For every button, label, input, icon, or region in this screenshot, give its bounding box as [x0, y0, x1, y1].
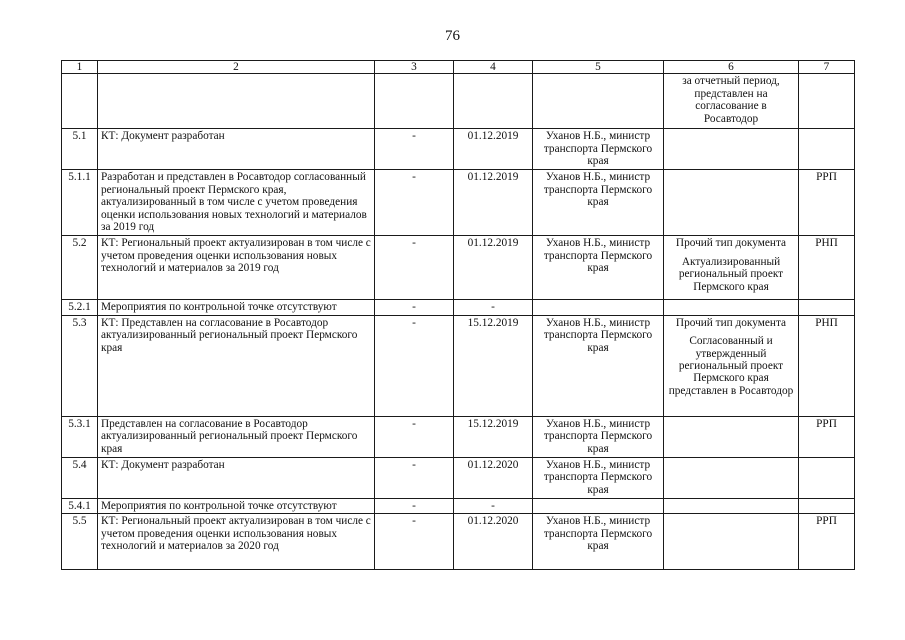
row-date: 01.12.2020 — [454, 514, 533, 570]
row-col3: - — [375, 416, 454, 457]
plan-table — [61, 60, 855, 570]
row-code — [799, 129, 855, 170]
table-row — [62, 74, 855, 129]
row-number: 5.3 — [62, 315, 98, 416]
row-number: 5.3.1 — [62, 416, 98, 457]
row-document — [664, 498, 799, 513]
row-text: Представлен на согласование в Росавтодор актуализированный региональный проект Пермского края — [98, 416, 375, 457]
doc-description: Согласованный и утвержденный региональный проект Пермского края представлен в Росавтодор — [668, 335, 794, 397]
row-text: Мероприятия по контрольной точке отсутствуют — [98, 498, 375, 513]
row-responsible: Уханов Н.Б., министр транспорта Пермского края — [533, 129, 664, 170]
row-code — [799, 457, 855, 498]
table-header-row — [62, 61, 855, 74]
row-col3: - — [375, 236, 454, 300]
row-document — [664, 315, 799, 416]
table-row — [62, 315, 855, 416]
row-date: - — [454, 300, 533, 315]
row-responsible — [533, 300, 664, 315]
row-code: РНП — [799, 236, 855, 300]
row-date: 15.12.2019 — [454, 315, 533, 416]
row-code: РРП — [799, 170, 855, 236]
header-cell: 1 — [62, 61, 98, 74]
row-text: КТ: Документ разработан — [98, 457, 375, 498]
row-col3: - — [375, 129, 454, 170]
row-date — [454, 74, 533, 129]
row-col3: - — [375, 315, 454, 416]
row-code — [799, 498, 855, 513]
row-date: - — [454, 498, 533, 513]
page-number: 76 — [445, 28, 460, 44]
row-text: Мероприятия по контрольной точке отсутствуют — [98, 300, 375, 315]
table-row — [62, 498, 855, 513]
row-responsible — [533, 74, 664, 129]
row-code — [799, 300, 855, 315]
row-number — [62, 74, 98, 129]
row-responsible: Уханов Н.Б., министр транспорта Пермского края — [533, 457, 664, 498]
row-document — [664, 236, 799, 300]
row-number: 5.1.1 — [62, 170, 98, 236]
row-document — [664, 416, 799, 457]
row-text: КТ: Региональный проект актуализирован в том числе с учетом проведения оценки использования новых технологий и материалов за 2019 год — [98, 236, 375, 300]
row-number: 5.1 — [62, 129, 98, 170]
row-text: КТ: Региональный проект актуализирован в том числе с учетом проведения оценки использования новых технологий и материалов за 2020 год — [98, 514, 375, 570]
row-document — [664, 74, 799, 129]
doc-type: Прочий тип документа — [675, 316, 787, 329]
table-row — [62, 300, 855, 315]
row-col3: - — [375, 498, 454, 513]
row-responsible: Уханов Н.Б., министр транспорта Пермского края — [533, 416, 664, 457]
doc-description: Актуализированный региональный проект Пермского края — [678, 255, 784, 293]
header-cell: 6 — [664, 61, 799, 74]
table-row — [62, 514, 855, 570]
row-responsible — [533, 498, 664, 513]
row-date: 15.12.2019 — [454, 416, 533, 457]
row-responsible: Уханов Н.Б., министр транспорта Пермского края — [533, 170, 664, 236]
row-text: КТ: Представлен на согласование в Росавтодор актуализированный региональный проект Пермского края — [98, 315, 375, 416]
row-number: 5.4.1 — [62, 498, 98, 513]
row-date: 01.12.2020 — [454, 457, 533, 498]
header-cell: 3 — [375, 61, 454, 74]
row-code: РРП — [799, 514, 855, 570]
row-date: 01.12.2019 — [454, 236, 533, 300]
row-document — [664, 514, 799, 570]
row-col3: - — [375, 300, 454, 315]
row-code: РНП — [799, 315, 855, 416]
table-row — [62, 129, 855, 170]
row-responsible: Уханов Н.Б., министр транспорта Пермского края — [533, 315, 664, 416]
row-text: КТ: Документ разработан — [98, 129, 375, 170]
row-col3: - — [375, 170, 454, 236]
header-cell: 4 — [454, 61, 533, 74]
row-number: 5.2 — [62, 236, 98, 300]
table-row — [62, 457, 855, 498]
row-document — [664, 170, 799, 236]
row-responsible: Уханов Н.Б., министр транспорта Пермского края — [533, 236, 664, 300]
header-cell: 5 — [533, 61, 664, 74]
doc-description: за отчетный период, представлен на согласование в Росавтодор — [682, 75, 780, 125]
row-number: 5.4 — [62, 457, 98, 498]
row-date: 01.12.2019 — [454, 129, 533, 170]
table-row — [62, 416, 855, 457]
row-code — [799, 74, 855, 129]
row-number: 5.2.1 — [62, 300, 98, 315]
row-date: 01.12.2019 — [454, 170, 533, 236]
row-text: Разработан и представлен в Росавтодор согласованный региональный проект Пермского края, актуализированный в том числе с учетом проведения оценки использования новых технологий и материалов за 2019 год — [98, 170, 375, 236]
row-number: 5.5 — [62, 514, 98, 570]
row-responsible: Уханов Н.Б., министр транспорта Пермского края — [533, 514, 664, 570]
row-col3: - — [375, 514, 454, 570]
table-row — [62, 236, 855, 300]
row-col3 — [375, 74, 454, 129]
row-text — [98, 74, 375, 129]
row-document — [664, 457, 799, 498]
header-cell: 2 — [98, 61, 375, 74]
row-code: РРП — [799, 416, 855, 457]
header-cell: 7 — [799, 61, 855, 74]
row-document — [664, 300, 799, 315]
doc-type: Прочий тип документа — [675, 237, 787, 250]
table-row — [62, 170, 855, 236]
row-document — [664, 129, 799, 170]
row-col3: - — [375, 457, 454, 498]
